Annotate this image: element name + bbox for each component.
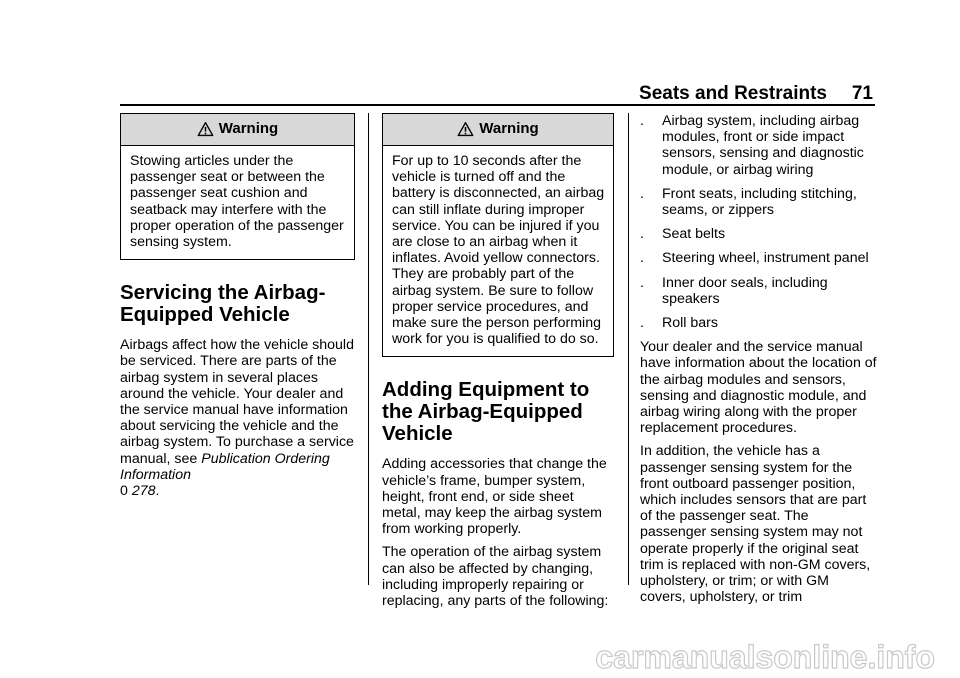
paragraph: Adding accessories that change the vehicle’s frame, bumper system, height, front end, or side sheet metal, may keep the airbag system from working properly. (382, 456, 607, 538)
list-item-text: Seat belts (662, 226, 726, 243)
middle-column (382, 113, 614, 616)
section-title: Seats and Restraints (639, 83, 827, 104)
bullet-mark: . (640, 250, 644, 267)
bullet-mark: . (640, 315, 644, 332)
warning-box (382, 113, 614, 357)
list-item (640, 113, 877, 178)
left-column (120, 113, 355, 506)
warning-text: For up to 10 seconds after the vehicle is turned off and the battery is disconnected, an airbag can still inflate during improper service. You can be injured if you are close to an airbag when it inflates. Avoid yellow connectors. They are probably part of the airbag system. Be sure to follow proper service procedures, and make sure the person performing work for you is qualified to do so. (392, 153, 605, 348)
bullet-mark: . (640, 226, 644, 243)
warning-box (120, 113, 355, 260)
bullet-mark: . (640, 185, 644, 202)
page-ref-symbol: 0 (120, 483, 128, 500)
list-item-text: Steering wheel, instrument panel (662, 250, 869, 267)
page-number: 71 (851, 83, 873, 104)
parts-list (640, 113, 877, 331)
bullet-mark: . (640, 274, 644, 291)
warning-triangle-icon (457, 121, 474, 138)
servicing-text: Airbags affect how the vehicle should be serviced. There are parts of the airbag system in several places around the vehicle. Your dealer and the service manual have information about servicing the vehicle and the airbag system. To purchase a service manual, see (120, 337, 354, 467)
paragraph: In addition, the vehicle has a passenger sensing system for the front outboard passenger position, which includes sensors that are part of the passenger seat. The passenger sensing system may not operate properly if the original seat trim is replaced with non-GM covers, upholstery, or trim; or with GM covers, upholstery, or trim (640, 443, 871, 606)
list-item (640, 250, 877, 266)
warning-triangle-icon (197, 121, 214, 138)
warning-title: Warning (479, 120, 539, 138)
list-item (640, 315, 877, 331)
list-item (640, 275, 877, 307)
paragraph: Your dealer and the service manual have information about the location of the airbag modules and sensors, sensing and diagnostic module, and airbag wiring along with the proper replacement procedures. (640, 339, 877, 437)
page-header (120, 84, 875, 106)
warning-title: Warning (218, 120, 279, 138)
bullet-mark: . (640, 113, 644, 129)
right-column (640, 113, 877, 612)
column-divider-left (368, 113, 369, 585)
column-divider-right (628, 113, 629, 585)
page-ref-period: . (155, 483, 160, 500)
warning-header (383, 114, 613, 146)
warning-text: Stowing articles under the passenger seat or between the passenger seat cushion and seatback may interfere with the proper operation of the passenger sensing system. (130, 153, 344, 251)
watermark-text: carmanualsonline.info (595, 639, 935, 675)
list-item (640, 186, 877, 218)
heading-adding-equipment: Adding Equipment to the Airbag-Equipped Vehicle (382, 378, 590, 446)
publication-ordering-link[interactable]: Publication Ordering Information (120, 450, 330, 483)
page-ref-link[interactable]: 278 (131, 483, 156, 500)
heading-servicing: Servicing the Airbag-Equipped Vehicle (120, 281, 326, 327)
list-item-text: Front seats, including stitching, seams, or zippers (662, 185, 857, 219)
paragraph: The operation of the airbag system can also be affected by changing, including improperly repairing or replacing, any parts of the following: (382, 544, 609, 610)
servicing-paragraph (120, 337, 355, 499)
list-item-text: Airbag system, including airbag modules, front or side impact sensors, sensing and diagnostic module, or airbag wiring (662, 113, 864, 178)
list-item-text: Inner door seals, including speakers (662, 274, 828, 307)
list-item-text: Roll bars (662, 315, 718, 332)
warning-header (121, 114, 354, 146)
list-item (640, 226, 877, 242)
